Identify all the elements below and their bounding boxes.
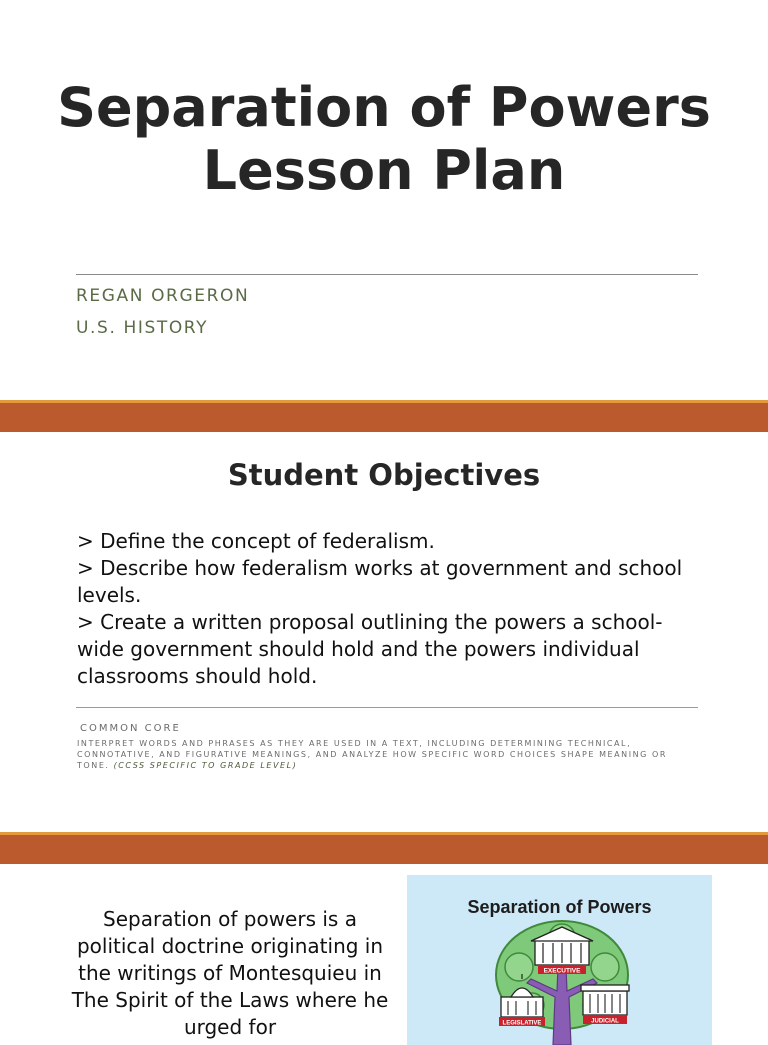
slide-separator <box>0 400 768 432</box>
common-core-standard <box>77 738 702 771</box>
slide-title: Student Objectives <box>227 458 541 492</box>
common-core-heading: COMMON CORE <box>80 723 181 734</box>
common-core-note: (CCSS SPECIFIC TO GRADE LEVEL) <box>113 761 298 770</box>
objectives-slide <box>0 432 768 832</box>
objectives-list <box>77 528 707 690</box>
author-name: REGAN ORGERON <box>76 286 250 306</box>
divider <box>76 707 698 708</box>
common-core-text: INTERPRET WORDS AND PHRASES AS THEY ARE USED IN A TEXT, INCLUDING DETERMINING TECHNICAL, CONNOTATIVE, AND FIGURATIVE MEANINGS, AND ANALYZE HOW SPECIFIC WORD CHOICES SHAPE MEANING OR TONE. <box>77 739 667 770</box>
objective-item: > Define the concept of federalism. <box>77 529 435 553</box>
legislative-label: LEGISLATIVE <box>502 1020 542 1027</box>
objective-item: > Create a written proposal outlining the powers a school-wide government should hold and the powers individual classrooms should hold. <box>77 610 663 688</box>
slide-separator <box>0 832 768 864</box>
judicial-label: JUDICIAL <box>591 1018 619 1025</box>
title-slide <box>0 0 768 400</box>
separation-of-powers-figure <box>407 875 712 1045</box>
executive-label: EXECUTIVE <box>543 967 581 975</box>
doctrine-slide <box>0 864 768 1039</box>
divider <box>76 274 698 275</box>
judicial-building <box>581 985 629 1025</box>
page-title: Separation of Powers Lesson Plan <box>57 76 711 202</box>
course-name: U.S. HISTORY <box>76 318 209 338</box>
tree-of-government-icon <box>407 875 712 1045</box>
intro-paragraph: Separation of powers is a political doctrine originating in the writings of Montesquieu in The Spirit of the Laws where he urged for <box>71 907 389 1039</box>
figure-title: Separation of Powers <box>467 897 652 917</box>
objective-item: > Describe how federalism works at government and school levels. <box>77 556 683 607</box>
